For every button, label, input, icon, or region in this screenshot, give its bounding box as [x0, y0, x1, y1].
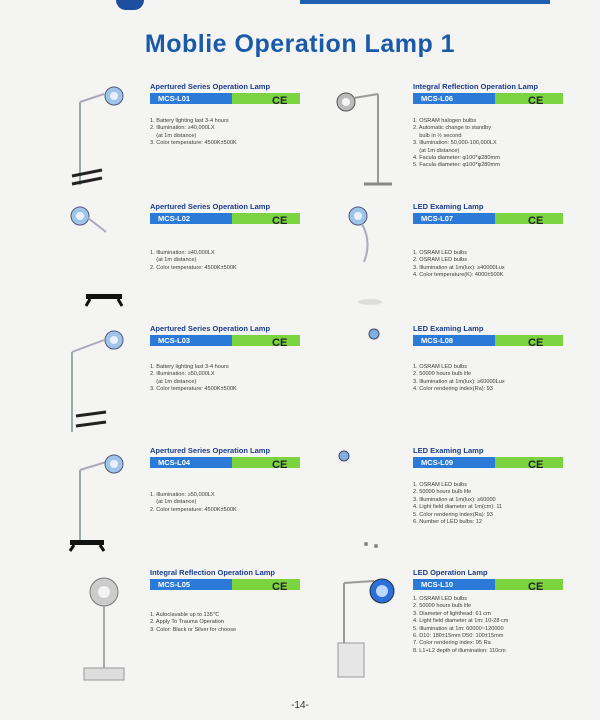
- lamp-image-l02: [62, 202, 142, 307]
- spec-line: 1. OSRAM LED bulbs: [413, 482, 468, 488]
- product-name: LED Examing Lamp: [413, 446, 484, 455]
- spec-line: (at 1m distance): [150, 378, 197, 385]
- spec-line: 1. Battery lighting last 3-4 hours: [150, 118, 229, 124]
- product-name: LED Examing Lamp: [413, 324, 484, 333]
- spec-line: 8. L1+L2 depth of illumination: 110cm: [413, 647, 506, 654]
- page-title: Moblie Operation Lamp 1: [144, 30, 456, 58]
- model-code: MCS-L08: [421, 336, 454, 345]
- model-code: MCS-L03: [158, 336, 191, 345]
- spec-line: 2. Automatic change to standby: [413, 125, 492, 132]
- lamp-image-l04: [62, 448, 142, 553]
- product-card-l06: [413, 82, 600, 170]
- ce-mark: CE: [272, 337, 288, 349]
- page-number: -14-: [291, 700, 309, 711]
- spec-line: 1. OSRAM halogen bulbs: [413, 118, 477, 124]
- spec-line: 3. Diameter of lighthead: 61 cm: [413, 610, 491, 617]
- product-card-l05: [150, 568, 380, 634]
- ce-mark: CE: [272, 459, 288, 471]
- spec-line: bulb in ½ second: [413, 132, 462, 139]
- lamp-image-l01: [62, 80, 142, 190]
- model-code: MCS-L09: [421, 458, 454, 467]
- spec-line: 1. Illumination: ≥40,000LX: [150, 250, 215, 256]
- spec-line: 2. Illumination: ≥40,000LX: [150, 125, 215, 132]
- spec-line: 2. Apply To Trauma Operation: [150, 619, 224, 626]
- spec-line: 6. D10: 180±15mm D50: 100±15mm: [413, 633, 504, 640]
- spec-line: 2. Color temperature: 4500K±500K: [150, 264, 237, 271]
- product-card-l02: [150, 202, 380, 272]
- spec-list: [150, 364, 380, 394]
- spec-list: [413, 596, 600, 655]
- ce-mark: CE: [528, 337, 544, 349]
- spec-line: 3. Illumination: 50,000-100,000LX: [413, 140, 497, 147]
- spec-line: 4. Light field diameter at 1m: 10-28 cm: [413, 618, 509, 625]
- ce-mark: CE: [272, 581, 288, 593]
- spec-line: (at 1m distance): [150, 257, 197, 264]
- spec-list: [150, 492, 380, 514]
- spec-line: 3. Color temperature: 4500K±500K: [150, 386, 237, 393]
- model-code: MCS-L02: [158, 214, 191, 223]
- spec-line: 3. Illumination at 1m(lux): ≥40000Lux: [413, 264, 505, 271]
- product-name: Integral Reflection Operation Lamp: [413, 82, 539, 91]
- spec-line: 3. Color: Black or Silver for choose: [150, 626, 237, 633]
- spec-line: 3. Illumination at 1m(lux): ≥60000Lux: [413, 378, 505, 385]
- spec-line: 2. OSRAM LED bulbs: [413, 257, 468, 264]
- ce-mark: CE: [528, 95, 544, 107]
- product-name: Apertured Series Operation Lamp: [150, 446, 271, 455]
- spec-list: [413, 482, 600, 526]
- model-code: MCS-L10: [421, 580, 454, 589]
- product-card-l09: [413, 446, 600, 526]
- header-rule: [300, 0, 550, 4]
- spec-line: (at 1m distance): [150, 132, 197, 139]
- product-name: Integral Reflection Operation Lamp: [150, 568, 276, 577]
- spec-line: 3. Color temperature: 4500K±500K: [150, 140, 237, 147]
- spec-line: 1. OSRAM LED bulbs: [413, 250, 468, 256]
- spec-list: [150, 250, 380, 272]
- spec-line: 1. OSRAM LED bulbs: [413, 596, 468, 602]
- spec-line: 4. Color temperature(K): 4000±500K: [413, 272, 504, 279]
- spec-list: [413, 364, 600, 394]
- product-name: LED Examing Lamp: [413, 202, 484, 211]
- model-code: MCS-L07: [421, 214, 454, 223]
- spec-line: 1. OSRAM LED bulbs: [413, 364, 468, 370]
- product-card-l01: [150, 82, 380, 148]
- spec-list: [150, 118, 380, 148]
- product-card-l08: [413, 324, 600, 394]
- ce-mark: CE: [528, 459, 544, 471]
- lamp-image-l05: [70, 570, 140, 685]
- product-card-l07: [413, 202, 600, 280]
- spec-line: 5. Color rendering index(Ra): 93: [413, 511, 493, 518]
- spec-line: 2. 50000 hours bulb life: [413, 603, 472, 610]
- spec-line: (at 1m distance): [150, 499, 197, 506]
- brand-logo: [116, 0, 144, 10]
- ce-mark: CE: [528, 581, 544, 593]
- model-code: MCS-L05: [158, 580, 191, 589]
- product-card-l04: [150, 446, 380, 514]
- ce-mark: CE: [272, 215, 288, 227]
- spec-line: 4. Light field diameter at 1m(cm): 11: [413, 504, 503, 511]
- model-code: MCS-L01: [158, 94, 191, 103]
- spec-line: 5. Illumination at 1m: 60000~120000: [413, 625, 504, 632]
- spec-line: 2. 50000 hours bulb life: [413, 489, 472, 496]
- product-name: Apertured Series Operation Lamp: [150, 202, 271, 211]
- spec-list: [413, 118, 600, 170]
- spec-line: 3. Illumination at 1m(lux): ≥60000: [413, 496, 496, 503]
- product-card-l10: [413, 568, 600, 655]
- spec-line: 4. Color rendering index(Ra): 93: [413, 386, 493, 393]
- lamp-image-l03: [62, 322, 142, 437]
- product-name: Apertured Series Operation Lamp: [150, 82, 271, 91]
- product-name: Apertured Series Operation Lamp: [150, 324, 271, 333]
- model-code: MCS-L06: [421, 94, 454, 103]
- ce-mark: CE: [272, 95, 288, 107]
- model-code: MCS-L04: [158, 458, 191, 467]
- spec-line: 5. Facula diameter: φ100*φ280mm: [413, 162, 500, 169]
- spec-line: 1. Autoclavable up to 135℃: [150, 612, 220, 618]
- spec-line: 2. Illumination: ≥50,000LX: [150, 371, 215, 378]
- product-card-l03: [150, 324, 380, 394]
- spec-line: 2. 50000 hours bulb life: [413, 371, 472, 378]
- product-name: LED Operation Lamp: [413, 568, 488, 577]
- spec-line: (at 1m distance): [413, 147, 460, 154]
- spec-list: [150, 612, 380, 634]
- ce-mark: CE: [528, 215, 544, 227]
- spec-line: 6. Number of LED bulbs: 12: [413, 519, 483, 526]
- spec-line: 2. Color temperature: 4500K±500K: [150, 506, 237, 513]
- spec-line: 1. Illumination: ≥50,000LX: [150, 492, 215, 498]
- spec-list: [413, 250, 600, 280]
- spec-line: 1. Battery lighting last 3-4 hours: [150, 364, 229, 370]
- spec-line: 7. Color rendering index: 95 Ra: [413, 640, 491, 647]
- spec-line: 4. Facula diameter: φ100*φ280mm: [413, 155, 500, 162]
